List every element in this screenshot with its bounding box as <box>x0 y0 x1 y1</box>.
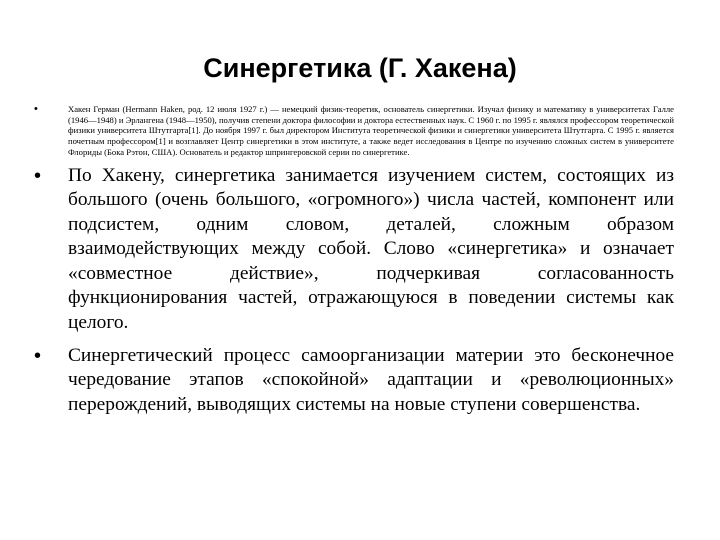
bullet-text: Синергетический процесс самоорганизации материи это бесконечное чередование этапов «спокойной» адаптации и «революционных» перерождений, выводящих системы на новые ступени совершенства. <box>68 344 674 415</box>
bullet-list <box>34 104 674 425</box>
bullet-marker: • <box>34 164 42 187</box>
slide-title: Синергетика (Г. Хакена) <box>203 53 517 83</box>
bullet-marker: • <box>34 103 38 115</box>
bullet-item-synergetics-definition <box>34 164 674 336</box>
bullet-text: Хакен Герман (Hermann Haken, род. 12 июля 1927 г.) — немецкий физик-теоретик, основатель синергетики. Изучал физику и математику в университетах Галле (1946—1948) и Эрлангена (1948—1950), получив степени доктора философии и доктора естественных наук. С 1960 г. по 1995 г. являлся профессором теоретической физики университета Штутгарта[1]. До ноября 1997 г. был директором Института теоретической физики и синергетики университета Штутгарта. С 1995 г. является почетным профессором[1] и возглавляет Центр синергетики в этом институте, а также ведет исследования в Центре по изучению сложных систем в университете Флориды (Бока Рэтон, США). Основатель и редактор шпрингеровской серии по синергетике. <box>68 104 674 157</box>
bullet-text: По Хакену, синергетика занимается изучением систем, состоящих из большого (очень большого, «огромного») числа частей, компонент или подсистем, одним словом, деталей, сложным образом взаимодействующих между собой. Слово «синергетика» и означает «совместное действие», подчеркивая согласованность функционирования частей, отражающуюся в поведении системы как целого. <box>68 164 674 334</box>
bullet-item-self-organization <box>34 344 674 418</box>
bullet-marker: • <box>34 344 42 367</box>
bullet-item-haken-bio <box>34 104 674 158</box>
